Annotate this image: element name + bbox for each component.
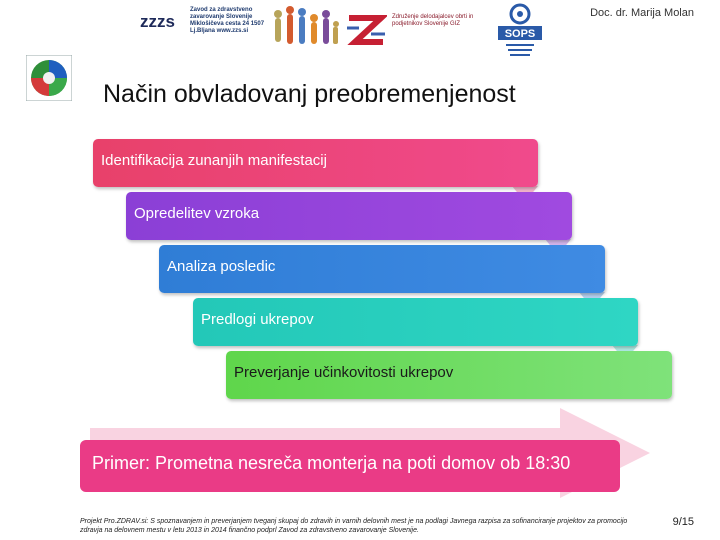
zdruzenje-logo: [345, 12, 387, 50]
step-label: Opredelitev vzroka: [134, 205, 260, 222]
example-banner: Primer: Prometna nesreča monterja na poti domov ob 18:30: [80, 440, 620, 492]
zzs-logo-text: Zavod za zdravstveno zavarovanje Slovenije Miklošičeva cesta 24 1507 Lj.Bljana www.zzs.si: [190, 7, 265, 34]
page-title: Način obvladovanj preobremenjenost: [103, 80, 516, 108]
process-step-4: [193, 298, 638, 346]
author-name: Doc. dr. Marija Molan: [590, 7, 694, 19]
sops-logo: [494, 2, 546, 62]
process-step-5: [226, 351, 672, 399]
step-label: Analiza posledic: [167, 258, 276, 275]
process-step-1: [93, 139, 538, 187]
zdruzenje-logo-text: Združenje delodajalcev obrti in podjetnikov Slovenije GIZ: [392, 14, 474, 27]
people-figures-icon: [270, 2, 340, 54]
process-step-3: [159, 245, 605, 293]
process-step-2: [126, 192, 572, 240]
step-label: Identifikacija zunanjih manifestacij: [101, 152, 327, 169]
step-label: Preverjanje učinkovitosti ukrepov: [234, 364, 454, 381]
mirror-circle-logo: [26, 55, 72, 101]
sops-label: SOPS: [504, 28, 536, 40]
zzs-logo: [140, 10, 182, 32]
step-label: Predlogi ukrepov: [201, 311, 314, 328]
svg-text:zzzs: zzzs: [140, 12, 175, 31]
footer-note: Projekt Pro.ZDRAV.si: S spoznavanjem in preverjanjem tveganj skupaj do zdravih in varnih delovnih mest je na podlagi Javnega razpisa za sofinanciranje projektov za promocijo zdravja na delovnem mestu v letu 2013 in 2014 finančno podprl Zavod za zdravstveno zavarovanje Slovenije.: [80, 518, 628, 534]
page-number: 9/15: [672, 516, 694, 528]
